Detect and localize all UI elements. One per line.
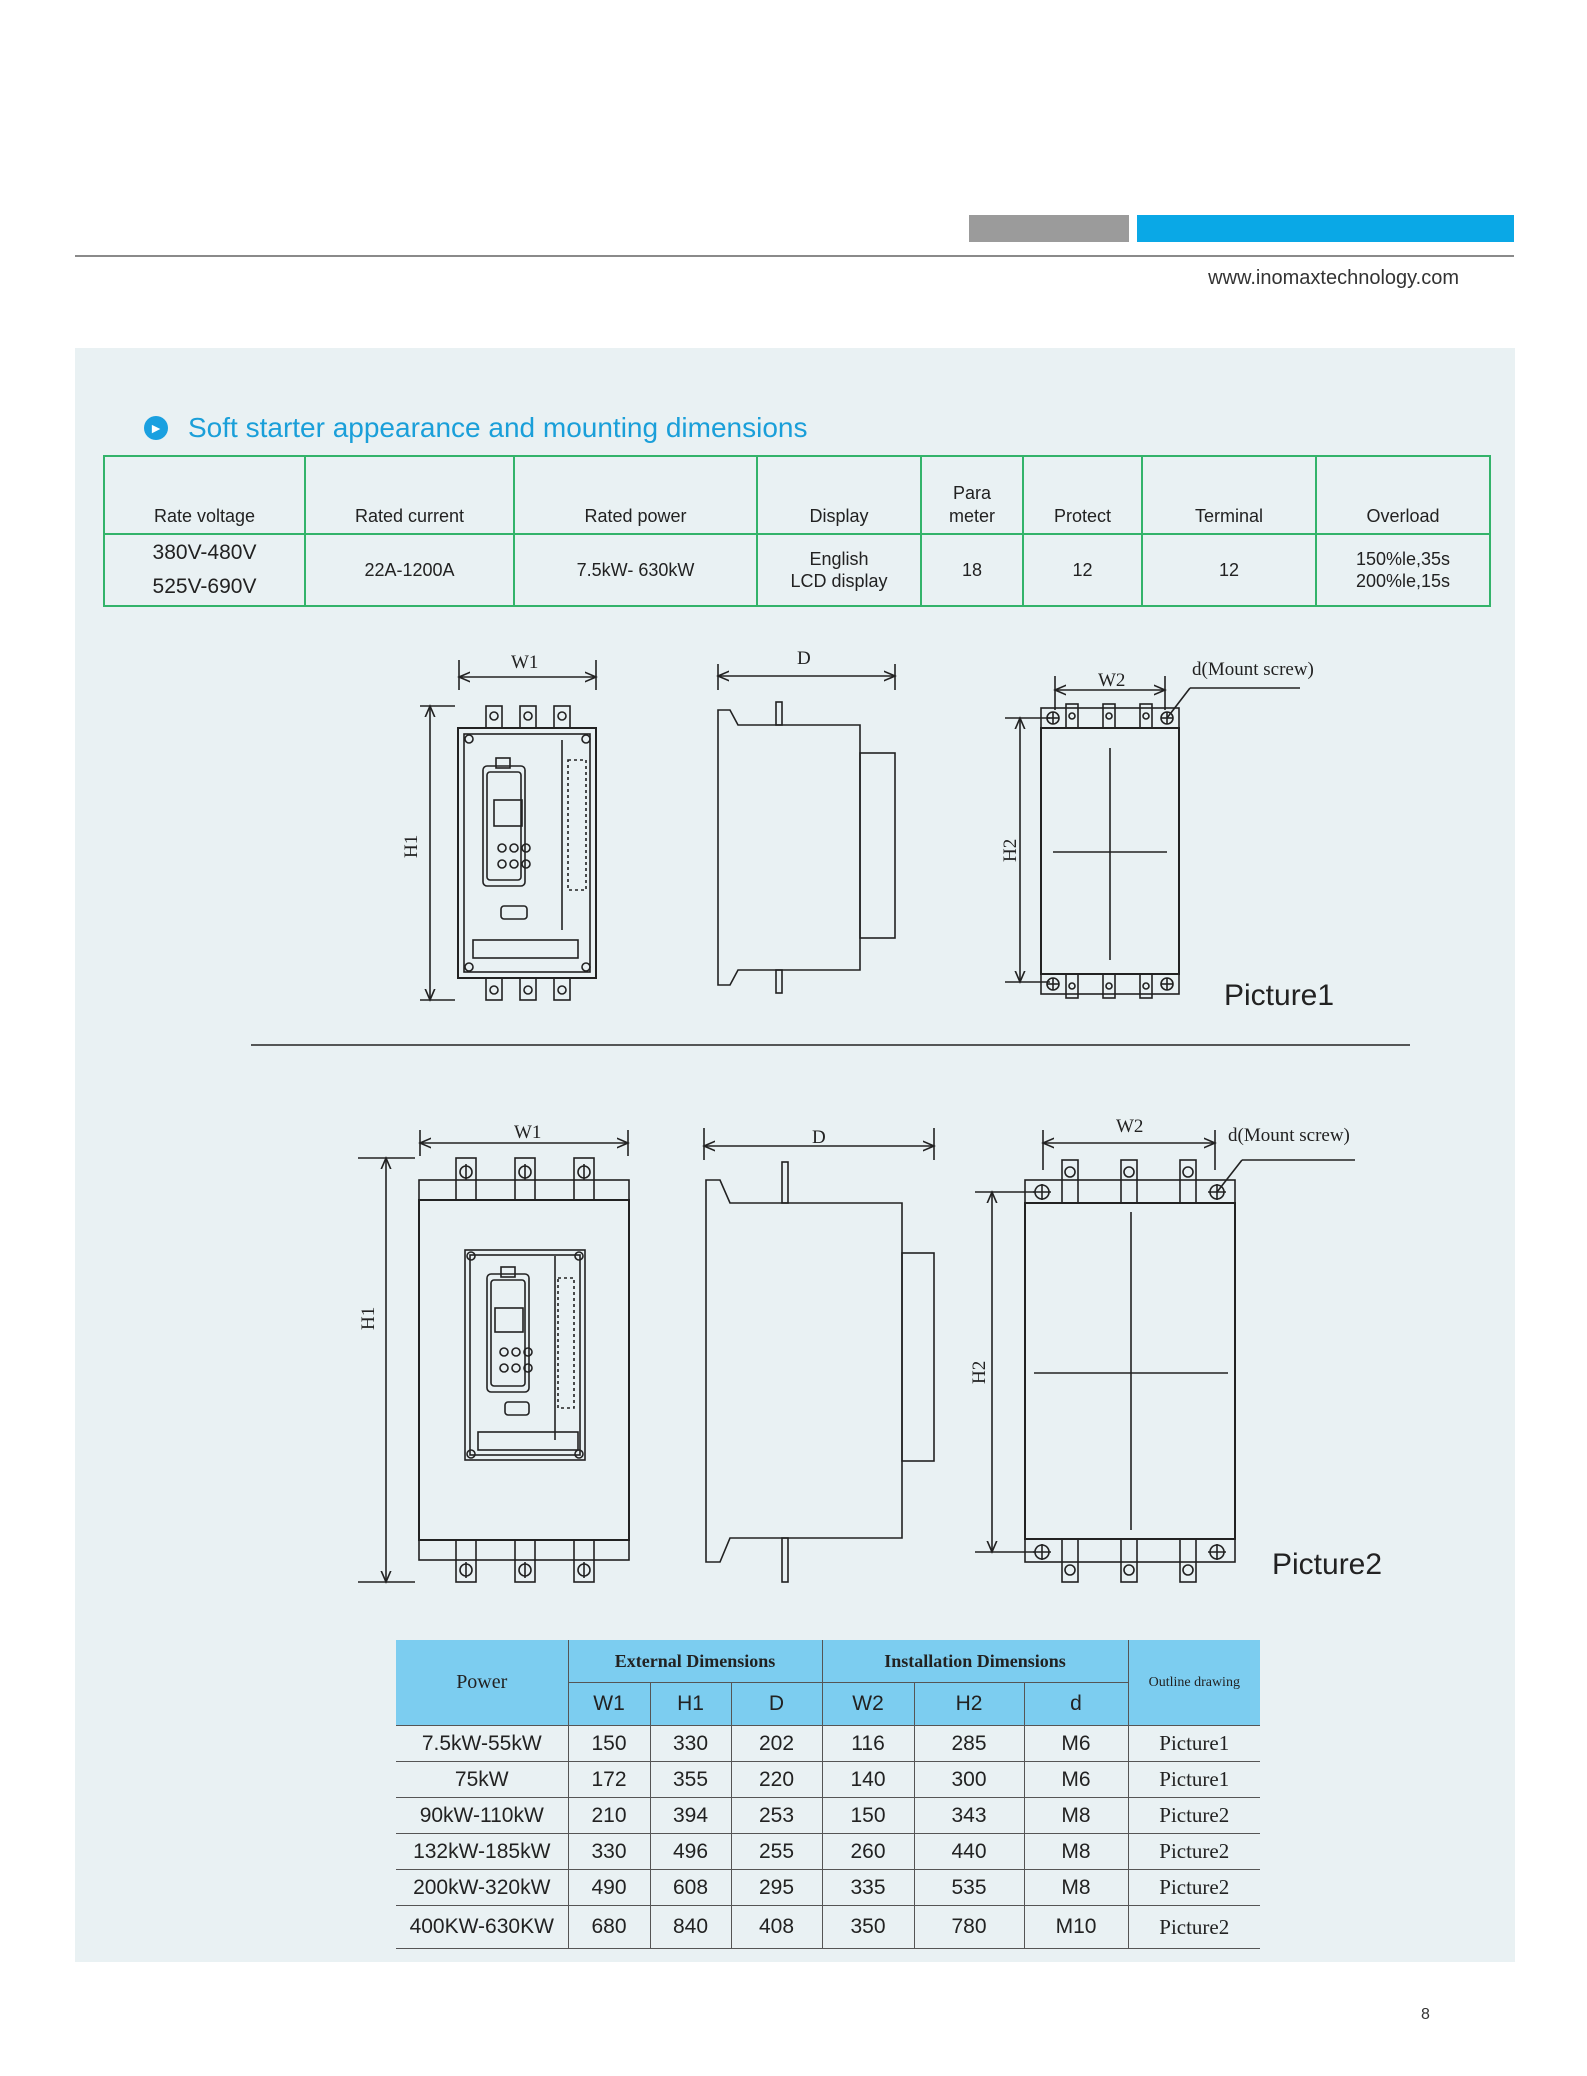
dims-header-w1: W1: [568, 1683, 650, 1726]
dims-header-external: External Dimensions: [568, 1640, 822, 1683]
dims-cell-power: 7.5kW-55kW: [396, 1726, 568, 1762]
spec-protect: 12: [1023, 534, 1142, 606]
spec-header-current: Rated current: [305, 456, 514, 534]
p1-w1-label: W1: [511, 652, 539, 673]
dims-cell-power: 75kW: [396, 1762, 568, 1798]
dims-cell-h2: 440: [914, 1834, 1024, 1870]
dims-cell-outline: Picture2: [1128, 1906, 1260, 1949]
dims-cell-h2: 535: [914, 1870, 1024, 1906]
spec-header-parameter-line1: Para: [952, 483, 992, 503]
dims-header-power: Power: [396, 1640, 568, 1726]
dims-cell-power: 200kW-320kW: [396, 1870, 568, 1906]
spec-header-voltage: Rate voltage: [104, 456, 305, 534]
page-number: 8: [1421, 2006, 1430, 2023]
dims-cell-w2: 350: [822, 1906, 914, 1949]
dimensions-table: [396, 1640, 1260, 1949]
dims-header-row-1: [396, 1640, 1260, 1683]
dims-cell-outline: Picture2: [1128, 1798, 1260, 1834]
spec-current: 22A-1200A: [305, 534, 514, 606]
dims-cell-screw: M6: [1024, 1762, 1128, 1798]
spec-terminal: 12: [1142, 534, 1316, 606]
spec-parameter: 18: [921, 534, 1023, 606]
dims-row: [396, 1798, 1260, 1834]
dims-row: [396, 1726, 1260, 1762]
dims-cell-screw: M8: [1024, 1834, 1128, 1870]
dims-cell-outline: Picture2: [1128, 1834, 1260, 1870]
dims-cell-h1: 330: [650, 1726, 731, 1762]
spec-display-1: English: [809, 548, 869, 569]
dims-cell-d: 220: [731, 1762, 822, 1798]
dims-cell-outline: Picture1: [1128, 1762, 1260, 1798]
p1-h1-label: H1: [401, 834, 422, 858]
dims-header-screw: d: [1024, 1683, 1128, 1726]
spec-header-overload: Overload: [1316, 456, 1490, 534]
picture2-front-view: [358, 1130, 629, 1582]
dims-cell-power: 90kW-110kW: [396, 1798, 568, 1834]
dims-cell-w2: 140: [822, 1762, 914, 1798]
dims-cell-w2: 260: [822, 1834, 914, 1870]
dims-cell-d: 253: [731, 1798, 822, 1834]
picture2-side-view: [704, 1128, 934, 1582]
dims-cell-h1: 355: [650, 1762, 731, 1798]
p2-w2-label: W2: [1116, 1116, 1144, 1137]
dims-cell-h2: 780: [914, 1906, 1024, 1949]
dims-cell-w1: 150: [568, 1726, 650, 1762]
spec-display-2: LCD display: [790, 571, 888, 591]
dims-header-w2: W2: [822, 1683, 914, 1726]
dims-cell-w1: 330: [568, 1834, 650, 1870]
dims-cell-w2: 335: [822, 1870, 914, 1906]
dims-cell-screw: M8: [1024, 1870, 1128, 1906]
dims-header-installation: Installation Dimensions: [822, 1640, 1128, 1683]
dims-cell-h2: 343: [914, 1798, 1024, 1834]
dims-cell-h1: 840: [650, 1906, 731, 1949]
picture1-front-view: [420, 660, 596, 1000]
p2-w1-label: W1: [514, 1122, 542, 1143]
p1-h2-label: H2: [1000, 838, 1021, 862]
dims-cell-h1: 394: [650, 1798, 731, 1834]
picture1-mount-view: [1005, 676, 1300, 998]
dims-cell-w2: 116: [822, 1726, 914, 1762]
dims-cell-h2: 300: [914, 1762, 1024, 1798]
spec-power: 7.5kW- 630kW: [514, 534, 757, 606]
spec-voltage-1: 380V-480V: [152, 540, 257, 564]
spec-header-terminal: Terminal: [1142, 456, 1316, 534]
dims-cell-d: 295: [731, 1870, 822, 1906]
dims-header-d: D: [731, 1683, 822, 1726]
spec-header-protect: Protect: [1023, 456, 1142, 534]
spec-header-display: Display: [757, 456, 921, 534]
picture1-side-view: [718, 664, 895, 993]
dims-cell-outline: Picture2: [1128, 1870, 1260, 1906]
dims-row: [396, 1870, 1260, 1906]
p2-h2-label: H2: [969, 1360, 990, 1384]
dims-header-h1: H1: [650, 1683, 731, 1726]
dims-cell-w1: 680: [568, 1906, 650, 1949]
spec-overload-1: 150%le,35s: [1355, 548, 1451, 569]
spec-overload-2: 200%le,15s: [1355, 571, 1451, 591]
dims-header-outline: Outline drawing: [1128, 1640, 1260, 1726]
p1-d-label: D: [797, 648, 811, 669]
dims-cell-h2: 285: [914, 1726, 1024, 1762]
dims-row: [396, 1762, 1260, 1798]
dims-cell-power: 400KW-630KW: [396, 1906, 568, 1949]
dims-cell-w1: 210: [568, 1798, 650, 1834]
dims-cell-screw: M10: [1024, 1906, 1128, 1949]
dims-cell-d: 255: [731, 1834, 822, 1870]
website-url[interactable]: www.inomaxtechnology.com: [1208, 267, 1459, 289]
dims-cell-screw: M6: [1024, 1726, 1128, 1762]
dims-cell-d: 408: [731, 1906, 822, 1949]
dims-cell-w1: 490: [568, 1870, 650, 1906]
p2-d-label: D: [812, 1127, 826, 1148]
dims-cell-h1: 496: [650, 1834, 731, 1870]
arrow-bullet-icon: ►: [144, 416, 168, 440]
picture2-caption: Picture2: [1272, 1548, 1383, 1581]
dims-row: [396, 1834, 1260, 1870]
dims-cell-w1: 172: [568, 1762, 650, 1798]
dims-cell-d: 202: [731, 1726, 822, 1762]
dims-cell-outline: Picture1: [1128, 1726, 1260, 1762]
p2-h1-label: H1: [358, 1306, 379, 1330]
dims-cell-power: 132kW-185kW: [396, 1834, 568, 1870]
spec-voltage-2: 525V-690V: [152, 575, 257, 598]
dims-cell-h1: 608: [650, 1870, 731, 1906]
spec-header-parameter-line2: meter: [948, 505, 995, 526]
picture1-caption: Picture1: [1224, 979, 1335, 1012]
spec-header-power: Rated power: [514, 456, 757, 534]
dims-cell-w2: 150: [822, 1798, 914, 1834]
p2-mount-screw-label: d(Mount screw): [1228, 1125, 1350, 1146]
dims-cell-screw: M8: [1024, 1798, 1128, 1834]
dims-row: [396, 1906, 1260, 1949]
p1-w2-label: W2: [1098, 670, 1126, 691]
dims-header-h2: H2: [914, 1683, 1024, 1726]
section-title: Soft starter appearance and mounting dimensions: [188, 412, 808, 443]
picture2-mount-view: [975, 1130, 1355, 1582]
p1-mount-screw-label: d(Mount screw): [1192, 659, 1314, 680]
